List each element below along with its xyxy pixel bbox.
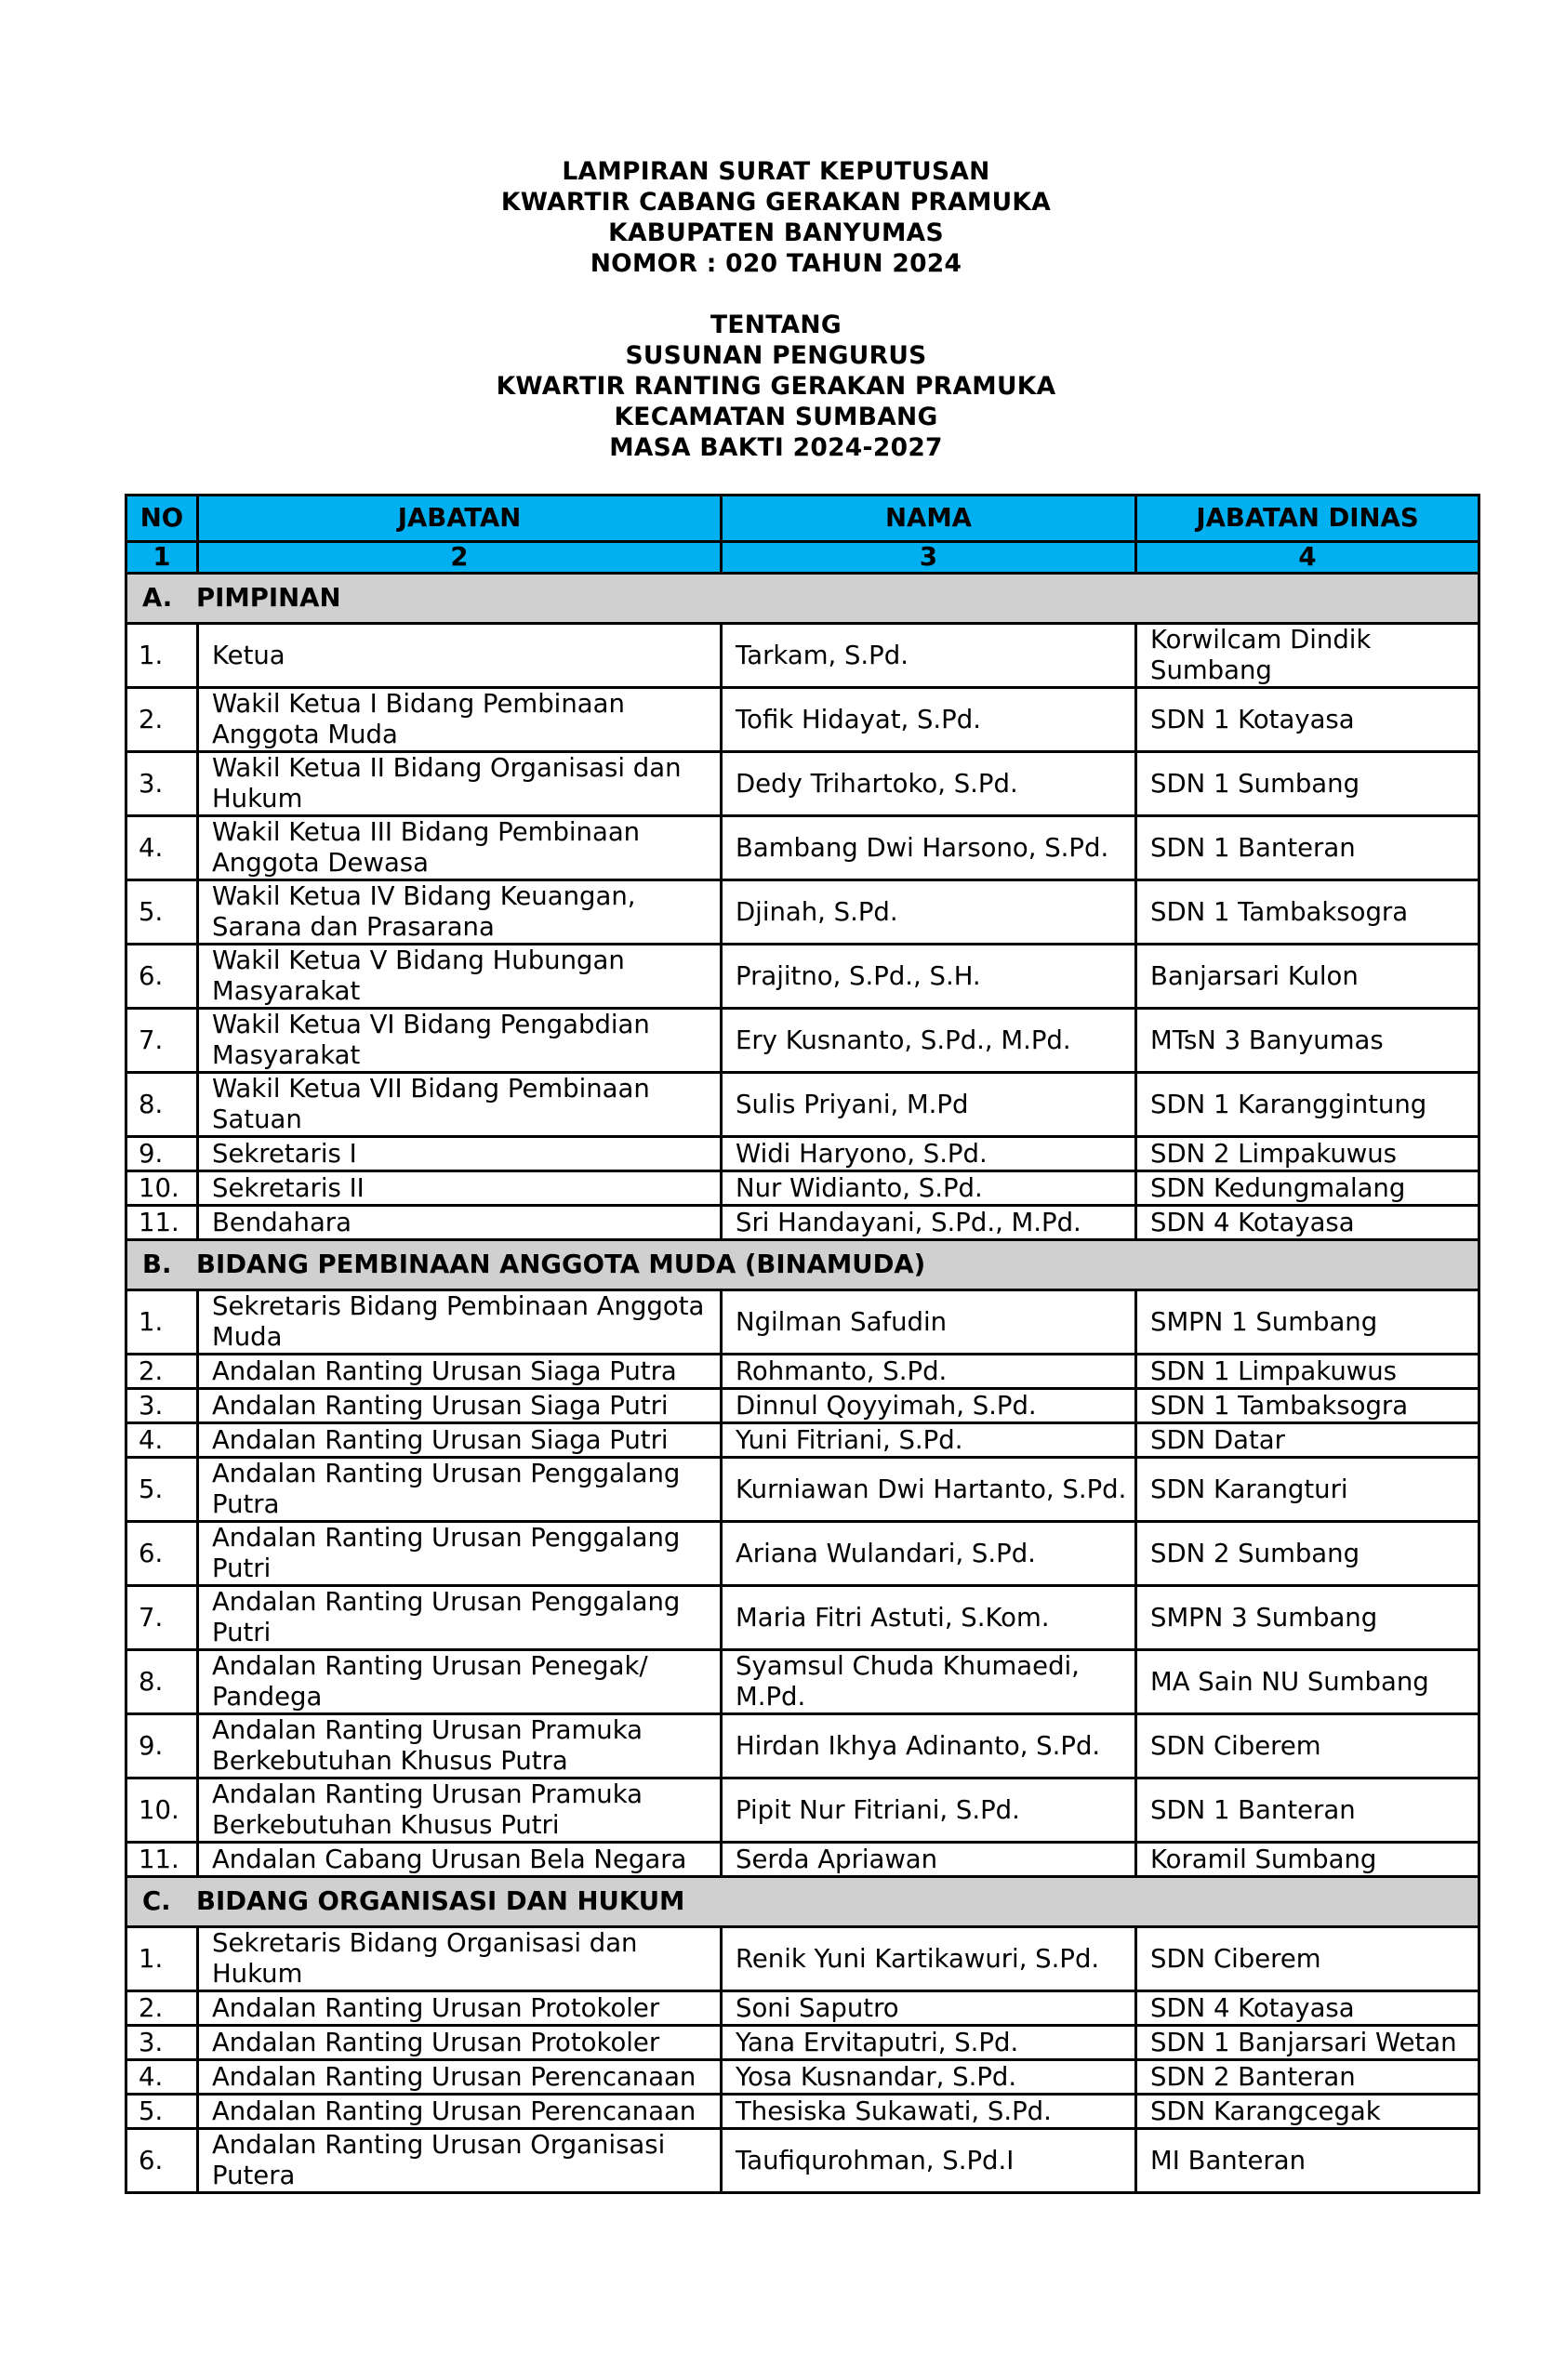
table-row [126,1423,1479,1458]
column-number: 3 [722,542,1136,574]
row-number: 6. [126,1522,198,1586]
jabatan-dinas-cell: MTsN 3 Banyumas [1136,1009,1479,1073]
row-number: 10. [126,1171,198,1206]
column-header-nama: NAMA [722,496,1136,542]
heading-line: NOMOR : 020 TAHUN 2024 [590,249,962,278]
jabatan-cell: Sekretaris I [198,1137,722,1171]
nama-cell: Tarkam, S.Pd. [722,624,1136,688]
jabatan-dinas-cell: SDN Kedungmalang [1136,1171,1479,1206]
jabatan-cell: Andalan Ranting Urusan Perencanaan [198,2095,722,2129]
nama-cell: Widi Haryono, S.Pd. [722,1137,1136,1171]
jabatan-cell: Andalan Ranting Urusan Siaga Putri [198,1423,722,1458]
nama-cell: Syamsul Chuda Khumaedi, M.Pd. [722,1650,1136,1714]
nama-cell: Kurniawan Dwi Hartanto, S.Pd. [722,1458,1136,1522]
jabatan-cell: Andalan Ranting Urusan Siaga Putri [198,1389,722,1423]
jabatan-cell: Andalan Ranting Urusan Perencanaan [198,2060,722,2095]
section-row [126,574,1479,624]
jabatan-cell: Wakil Ketua II Bidang Organisasi dan Hukum [198,752,722,816]
jabatan-dinas-cell: SDN 1 Sumbang [1136,752,1479,816]
nama-cell: Serda Apriawan [722,1843,1136,1877]
jabatan-cell: Sekretaris Bidang Pembinaan Anggota Muda [198,1290,722,1355]
section-letter: B. [142,1250,172,1279]
heading-line: KWARTIR RANTING GERAKAN PRAMUKA [496,372,1056,401]
table-row [126,688,1479,752]
nama-cell: Sulis Priyani, M.Pd [722,1073,1136,1137]
jabatan-dinas-cell: SDN 4 Kotayasa [1136,1991,1479,2026]
jabatan-cell: Andalan Ranting Urusan Pramuka Berkebutuhan Khusus Putra [198,1714,722,1778]
table-row [126,1290,1479,1355]
nama-cell: Maria Fitri Astuti, S.Kom. [722,1586,1136,1650]
row-number: 1. [126,1927,198,1991]
jabatan-cell: Andalan Ranting Urusan Penggalang Putri [198,1586,722,1650]
jabatan-cell: Andalan Ranting Urusan Organisasi Putera [198,2129,722,2193]
table-row [126,1586,1479,1650]
row-number: 5. [126,2095,198,2129]
table-row [126,816,1479,880]
jabatan-dinas-cell: SDN 1 Banjarsari Wetan [1136,2026,1479,2060]
table-row [126,1714,1479,1778]
column-number: 4 [1136,542,1479,574]
heading-line: MASA BAKTI 2024-2027 [609,433,943,462]
jabatan-dinas-cell: SMPN 3 Sumbang [1136,1586,1479,1650]
row-number: 1. [126,1290,198,1355]
jabatan-cell: Andalan Ranting Urusan Penggalang Putri [198,1522,722,1586]
row-number: 4. [126,816,198,880]
row-number: 9. [126,1714,198,1778]
nama-cell: Thesiska Sukawati, S.Pd. [722,2095,1136,2129]
jabatan-cell: Wakil Ketua IV Bidang Keuangan, Sarana dan Prasarana [198,880,722,945]
table-row [126,1355,1479,1389]
jabatan-dinas-cell: MI Banteran [1136,2129,1479,2193]
nama-cell: Pipit Nur Fitriani, S.Pd. [722,1778,1136,1843]
heading-line: KABUPATEN BANYUMAS [608,218,944,247]
jabatan-cell: Andalan Ranting Urusan Pramuka Berkebutuhan Khusus Putri [198,1778,722,1843]
section-letter: A. [142,583,173,613]
jabatan-cell: Wakil Ketua III Bidang Pembinaan Anggota Dewasa [198,816,722,880]
row-number: 3. [126,2026,198,2060]
jabatan-cell: Andalan Ranting Urusan Protokoler [198,2026,722,2060]
table-row [126,2060,1479,2095]
nama-cell: Renik Yuni Kartikawuri, S.Pd. [722,1927,1136,1991]
table-row [126,2026,1479,2060]
nama-cell: Dinnul Qoyyimah, S.Pd. [722,1389,1136,1423]
table-body [126,496,1479,2193]
nama-cell: Ery Kusnanto, S.Pd., M.Pd. [722,1009,1136,1073]
jabatan-dinas-cell: MA Sain NU Sumbang [1136,1650,1479,1714]
table-row [126,1458,1479,1522]
nama-cell: Yana Ervitaputri, S.Pd. [722,2026,1136,2060]
jabatan-dinas-cell: Banjarsari Kulon [1136,945,1479,1009]
table-row [126,624,1479,688]
row-number: 2. [126,1991,198,2026]
jabatan-cell: Wakil Ketua I Bidang Pembinaan Anggota Muda [198,688,722,752]
jabatan-dinas-cell: Korwilcam Dindik Sumbang [1136,624,1479,688]
nama-cell: Sri Handayani, S.Pd., M.Pd. [722,1206,1136,1240]
row-number: 9. [126,1137,198,1171]
row-number: 2. [126,1355,198,1389]
jabatan-dinas-cell: SDN 2 Sumbang [1136,1522,1479,1586]
jabatan-dinas-cell: SDN Ciberem [1136,1714,1479,1778]
heading-line: TENTANG [710,311,842,339]
row-number: 6. [126,945,198,1009]
table-row [126,1137,1479,1171]
jabatan-cell: Wakil Ketua V Bidang Hubungan Masyarakat [198,945,722,1009]
jabatan-dinas-cell: SDN 4 Kotayasa [1136,1206,1479,1240]
nama-cell: Taufiqurohman, S.Pd.I [722,2129,1136,2193]
section-heading [126,574,1479,624]
row-number: 11. [126,1206,198,1240]
jabatan-dinas-cell: SDN 1 Tambaksogra [1136,1389,1479,1423]
jabatan-dinas-cell: SDN 2 Banteran [1136,2060,1479,2095]
table-row [126,1778,1479,1843]
jabatan-dinas-cell: SDN 1 Kotayasa [1136,688,1479,752]
jabatan-dinas-cell: SDN 1 Banteran [1136,816,1479,880]
jabatan-dinas-cell: Koramil Sumbang [1136,1843,1479,1877]
section-title: BIDANG PEMBINAAN ANGGOTA MUDA (BINAMUDA) [196,1250,926,1279]
heading-line: KECAMATAN SUMBANG [614,403,938,431]
column-number: 2 [198,542,722,574]
nama-cell: Ngilman Safudin [722,1290,1136,1355]
section-heading [126,1240,1479,1290]
jabatan-cell: Andalan Cabang Urusan Bela Negara [198,1843,722,1877]
table-row [126,1171,1479,1206]
row-number: 8. [126,1650,198,1714]
jabatan-dinas-cell: SDN Karangcegak [1136,2095,1479,2129]
nama-cell: Rohmanto, S.Pd. [722,1355,1136,1389]
table-row [126,1389,1479,1423]
header-row [126,496,1479,542]
row-number: 4. [126,2060,198,2095]
jabatan-cell: Wakil Ketua VII Bidang Pembinaan Satuan [198,1073,722,1137]
jabatan-dinas-cell: SDN 2 Limpakuwus [1136,1137,1479,1171]
row-number: 7. [126,1009,198,1073]
row-number: 3. [126,1389,198,1423]
row-number: 7. [126,1586,198,1650]
table-row [126,1522,1479,1586]
table-row [126,945,1479,1009]
row-number: 11. [126,1843,198,1877]
jabatan-cell: Bendahara [198,1206,722,1240]
nama-cell: Bambang Dwi Harsono, S.Pd. [722,816,1136,880]
table-row [126,1927,1479,1991]
jabatan-dinas-cell: SDN 1 Limpakuwus [1136,1355,1479,1389]
nama-cell: Djinah, S.Pd. [722,880,1136,945]
table-row [126,1206,1479,1240]
table-row [126,2095,1479,2129]
table-row [126,1009,1479,1073]
jabatan-cell: Ketua [198,624,722,688]
row-number: 1. [126,624,198,688]
table-row [126,1843,1479,1877]
nama-cell: Yosa Kusnandar, S.Pd. [722,2060,1136,2095]
jabatan-dinas-cell: SMPN 1 Sumbang [1136,1290,1479,1355]
column-header-no: NO [126,496,198,542]
column-header-jabatan: JABATAN [198,496,722,542]
jabatan-cell: Andalan Ranting Urusan Protokoler [198,1991,722,2026]
row-number: 3. [126,752,198,816]
jabatan-cell: Sekretaris II [198,1171,722,1206]
section-title: PIMPINAN [196,583,341,613]
column-number: 1 [126,542,198,574]
section-row [126,1240,1479,1290]
nama-cell: Yuni Fitriani, S.Pd. [722,1423,1136,1458]
jabatan-cell: Andalan Ranting Urusan Siaga Putra [198,1355,722,1389]
nama-cell: Ariana Wulandari, S.Pd. [722,1522,1136,1586]
jabatan-dinas-cell: SDN Ciberem [1136,1927,1479,1991]
column-header-jabatan-dinas: JABATAN DINAS [1136,496,1479,542]
jabatan-cell: Andalan Ranting Urusan Penegak/ Pandega [198,1650,722,1714]
nama-cell: Prajitno, S.Pd., S.H. [722,945,1136,1009]
table-row [126,1991,1479,2026]
document-heading [0,156,1552,463]
heading-line: KWARTIR CABANG GERAKAN PRAMUKA [500,188,1052,217]
heading-line: LAMPIRAN SURAT KEPUTUSAN [562,157,990,186]
heading-line: SUSUNAN PENGURUS [625,341,927,370]
jabatan-dinas-cell: SDN 1 Karanggintung [1136,1073,1479,1137]
table-row [126,880,1479,945]
row-number: 8. [126,1073,198,1137]
section-row [126,1877,1479,1927]
row-number: 4. [126,1423,198,1458]
row-number: 6. [126,2129,198,2193]
nama-cell: Dedy Trihartoko, S.Pd. [722,752,1136,816]
section-title: BIDANG ORGANISASI DAN HUKUM [196,1886,685,1916]
row-number: 5. [126,1458,198,1522]
nama-cell: Nur Widianto, S.Pd. [722,1171,1136,1206]
nama-cell: Hirdan Ikhya Adinanto, S.Pd. [722,1714,1136,1778]
jabatan-dinas-cell: SDN 1 Banteran [1136,1778,1479,1843]
row-number: 5. [126,880,198,945]
column-number-row [126,542,1479,574]
table-row [126,1650,1479,1714]
table-row [126,752,1479,816]
nama-cell: Tofik Hidayat, S.Pd. [722,688,1136,752]
nama-cell: Soni Saputro [722,1991,1136,2026]
table-row [126,1073,1479,1137]
jabatan-dinas-cell: SDN Karangturi [1136,1458,1479,1522]
pengurus-table [125,494,1480,2194]
row-number: 10. [126,1778,198,1843]
jabatan-cell: Sekretaris Bidang Organisasi dan Hukum [198,1927,722,1991]
row-number: 2. [126,688,198,752]
section-heading [126,1877,1479,1927]
section-letter: C. [142,1886,171,1916]
jabatan-cell: Andalan Ranting Urusan Penggalang Putra [198,1458,722,1522]
table-row [126,2129,1479,2193]
jabatan-dinas-cell: SDN 1 Tambaksogra [1136,880,1479,945]
jabatan-dinas-cell: SDN Datar [1136,1423,1479,1458]
jabatan-cell: Wakil Ketua VI Bidang Pengabdian Masyarakat [198,1009,722,1073]
